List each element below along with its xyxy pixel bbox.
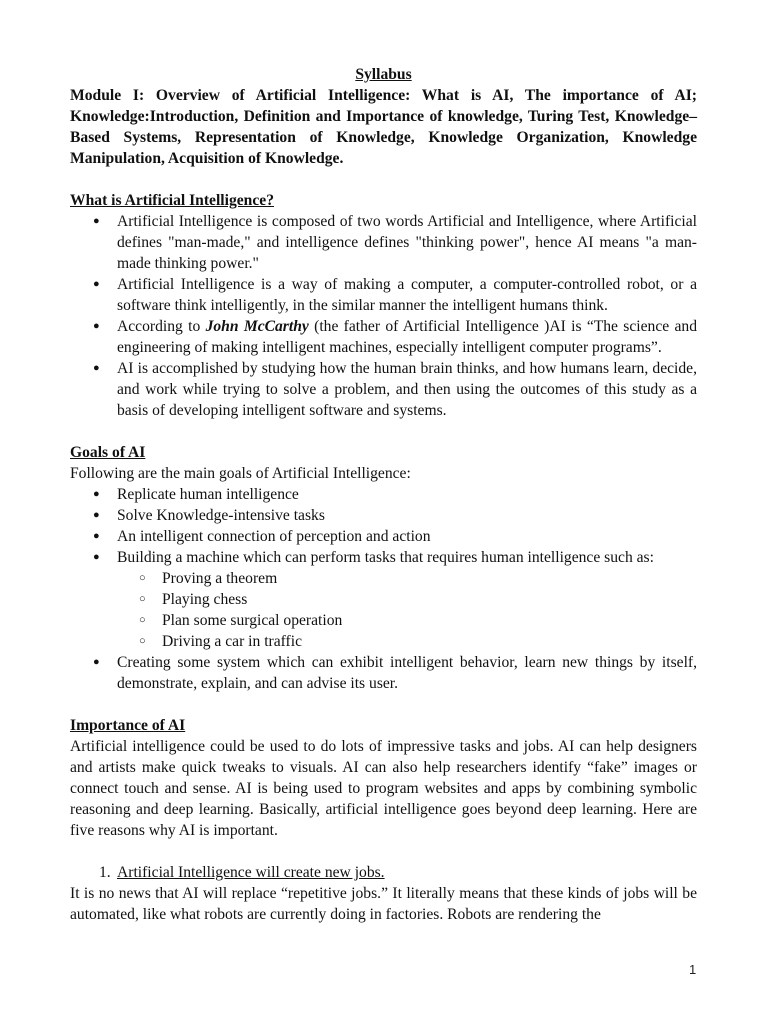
hollow-bullet-icon: ○ [139, 635, 146, 647]
list-item-text: Solve Knowledge-intensive tasks [117, 507, 325, 524]
list-item [70, 526, 697, 547]
list-item-text: Replicate human intelligence [117, 486, 299, 503]
list-item [70, 358, 697, 421]
bullet-icon: ● [93, 278, 100, 290]
document-page [70, 64, 697, 925]
bullet-icon: ● [93, 215, 100, 227]
numbered-item [70, 862, 697, 883]
list-item [70, 652, 697, 694]
module-heading: Module I: Overview of Artificial Intelligence: What is AI, The importance of AI; Knowledge:Introduction, Definition and Importance of knowledge, Turing Test, Knowledge–Based Systems, Representation of Knowledge, Knowledge Organization, Knowledge Manipulation, Acquisition of Knowledge. [70, 87, 697, 167]
list-item-text: Building a machine which can perform tasks that requires human intelligence such as: [117, 549, 654, 566]
sub-list-item-text: Proving a theorem [162, 570, 278, 587]
section-heading: What is Artificial Intelligence? [70, 192, 274, 209]
list-item [70, 505, 697, 526]
list-item [70, 274, 697, 316]
bullet-icon: ● [93, 530, 100, 542]
list-item [70, 211, 697, 274]
numbered-item-title: Artificial Intelligence will create new jobs. [117, 864, 385, 881]
section-intro: Following are the main goals of Artificial Intelligence: [70, 465, 411, 482]
list-item-text-prefix: According to [117, 318, 206, 335]
list-item [70, 547, 697, 568]
hollow-bullet-icon: ○ [139, 614, 146, 626]
section-what-is-ai [70, 190, 697, 421]
bullet-icon: ● [93, 656, 100, 668]
section-heading: Importance of AI [70, 717, 186, 734]
section-importance [70, 715, 697, 925]
item-number: 1. [99, 864, 111, 881]
bullet-icon: ● [93, 320, 100, 332]
page-number: 1 [689, 962, 697, 977]
sub-list-item [70, 568, 697, 589]
sub-list-item [70, 589, 697, 610]
bullet-list [70, 484, 697, 568]
emphasized-name: John McCarthy [205, 318, 309, 335]
bullet-icon: ● [93, 362, 100, 374]
list-item-text: Artificial Intelligence is a way of making a computer, a computer-controlled robot, or a software think intelligently, in the similar manner the intelligent humans think. [117, 276, 697, 314]
section-heading: Goals of AI [70, 444, 146, 461]
hollow-bullet-icon: ○ [139, 593, 146, 605]
bullet-icon: ● [93, 509, 100, 521]
sub-bullet-list [70, 568, 697, 652]
section-paragraph: Artificial intelligence could be used to do lots of impressive tasks and jobs. AI can help designers and artists make quick tweaks to visuals. AI can also help researchers identify “fake” images or connect touch and sense. AI is being used to program websites and apps by combining symbolic reasoning and deep learning. Basically, artificial intelligence goes beyond deep learning. Here are five reasons why AI is important. [70, 738, 697, 839]
sub-list-item-text: Driving a car in traffic [162, 633, 302, 650]
sub-list-item-text: Plan some surgical operation [162, 612, 343, 629]
document-title: Syllabus [355, 66, 412, 83]
list-item [70, 316, 697, 358]
list-item-text: Artificial Intelligence is composed of two words Artificial and Intelligence, where Artificial defines "man-made," and intelligence defines "thinking power", hence AI means "a man-made thinking power." [117, 213, 697, 272]
list-item-text: Creating some system which can exhibit intelligent behavior, learn new things by itself, demonstrate, explain, and can advise its user. [117, 654, 697, 692]
bullet-icon: ● [93, 488, 100, 500]
list-item-text: AI is accomplished by studying how the human brain thinks, and how humans learn, decide, and work while trying to solve a problem, and then using the outcomes of this study as a basis of developing intelligent software and systems. [117, 360, 697, 419]
sub-list-item [70, 631, 697, 652]
bullet-icon: ● [93, 551, 100, 563]
numbered-item-body: It is no news that AI will replace “repetitive jobs.” It literally means that these kinds of jobs will be automated, like what robots are currently doing in factories. Robots are rendering the [70, 885, 697, 923]
bullet-list [70, 211, 697, 421]
sub-list-item-text: Playing chess [162, 591, 248, 608]
list-item-text: An intelligent connection of perception and action [117, 528, 431, 545]
list-item-text-suffix: (the father of Artificial Intelligence )AI is “The science and engineering of making intelligent machines, especially intelligent computer programs”. [117, 318, 697, 356]
bullet-list [70, 652, 697, 694]
list-item [70, 484, 697, 505]
section-goals [70, 442, 697, 694]
hollow-bullet-icon: ○ [139, 572, 146, 584]
sub-list-item [70, 610, 697, 631]
